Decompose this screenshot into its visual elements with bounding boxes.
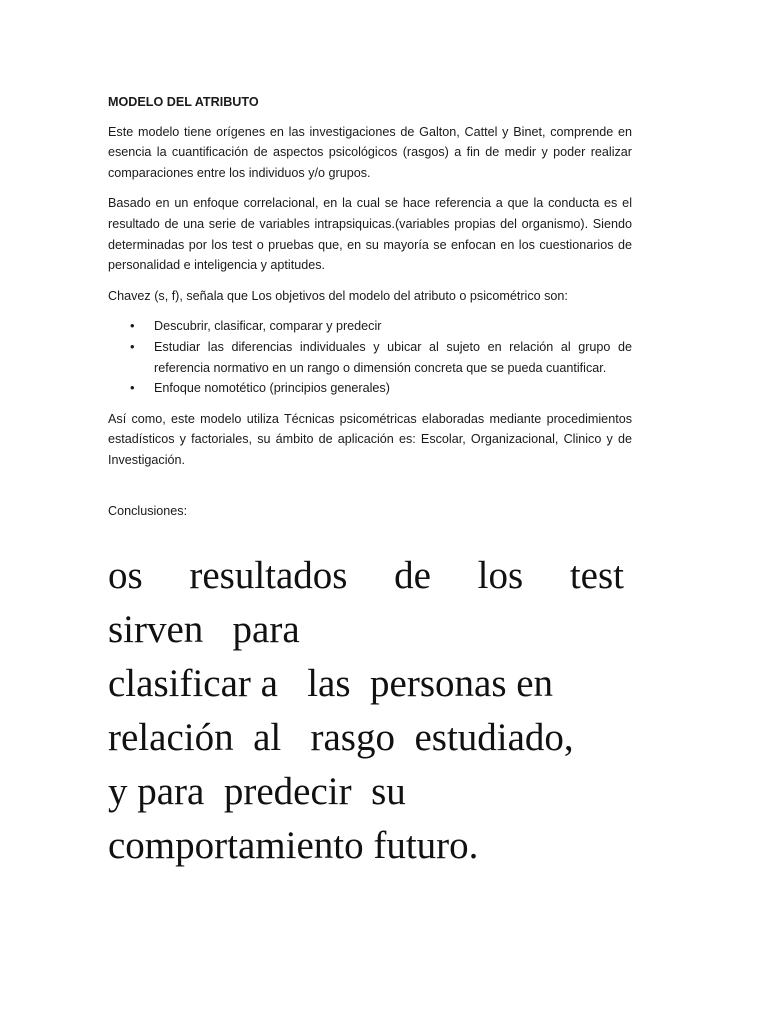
bullet-icon: • — [130, 318, 135, 334]
conclusions-label: Conclusiones: — [108, 503, 188, 518]
conclusion-line: comportamiento futuro. — [108, 824, 479, 867]
document-title: MODELO DEL ATRIBUTO — [108, 95, 259, 109]
paragraph-origins: Este modelo tiene orígenes en las investigaciones de Galton, Cattel y Binet, comprende en esencia la cuantificación de aspectos psicológicos (rasgos) a fin de medir y poder realizar comparaciones entre los individuos y/o grupos. — [108, 124, 632, 180]
conclusion-line: relación al rasgo estudiado, — [108, 716, 574, 759]
conclusion-line: sirven para — [108, 608, 300, 651]
conclusion-line: os resultados de los test — [108, 554, 624, 597]
list-item — [108, 337, 632, 378]
conclusion-line: clasificar a las personas en — [108, 662, 554, 705]
document-body — [108, 92, 632, 521]
bullet-icon: • — [130, 338, 135, 354]
paragraph-objectives-intro: Chavez (s, f), señala que Los objetivos del modelo del atributo o psicométrico son: — [108, 288, 568, 303]
list-item — [108, 378, 632, 399]
list-item-text: Estudiar las diferencias individuales y ubicar al sujeto en relación al grupo de referencia normativo en un rango o dimensión concreta que se pueda cuantificar. — [154, 339, 632, 375]
list-item-text: Enfoque nomotético (principios generales) — [154, 381, 390, 396]
conclusion-text — [108, 549, 668, 873]
list-item — [108, 316, 632, 337]
bullet-icon: • — [130, 380, 135, 396]
paragraph-techniques: Así como, este modelo utiliza Técnicas psicométricas elaboradas mediante procedimientos estadísticos y factoriales, su ámbito de aplicación es: Escolar, Organizacional, Clinico y de Investigación. — [108, 411, 632, 467]
conclusion-line: y para predecir su — [108, 770, 406, 813]
objectives-list — [108, 316, 632, 398]
list-item-text: Descubrir, clasificar, comparar y predecir — [154, 319, 382, 334]
paragraph-approach: Basado en un enfoque correlacional, en la cual se hace referencia a que la conducta es el resultado de una serie de variables intrapsiquicas.(variables propias del organismo). Siendo determinadas por los test o pruebas que, en su mayoría se enfocan en los cuestionarios de personalidad e inteligencia y aptitudes. — [108, 196, 632, 273]
